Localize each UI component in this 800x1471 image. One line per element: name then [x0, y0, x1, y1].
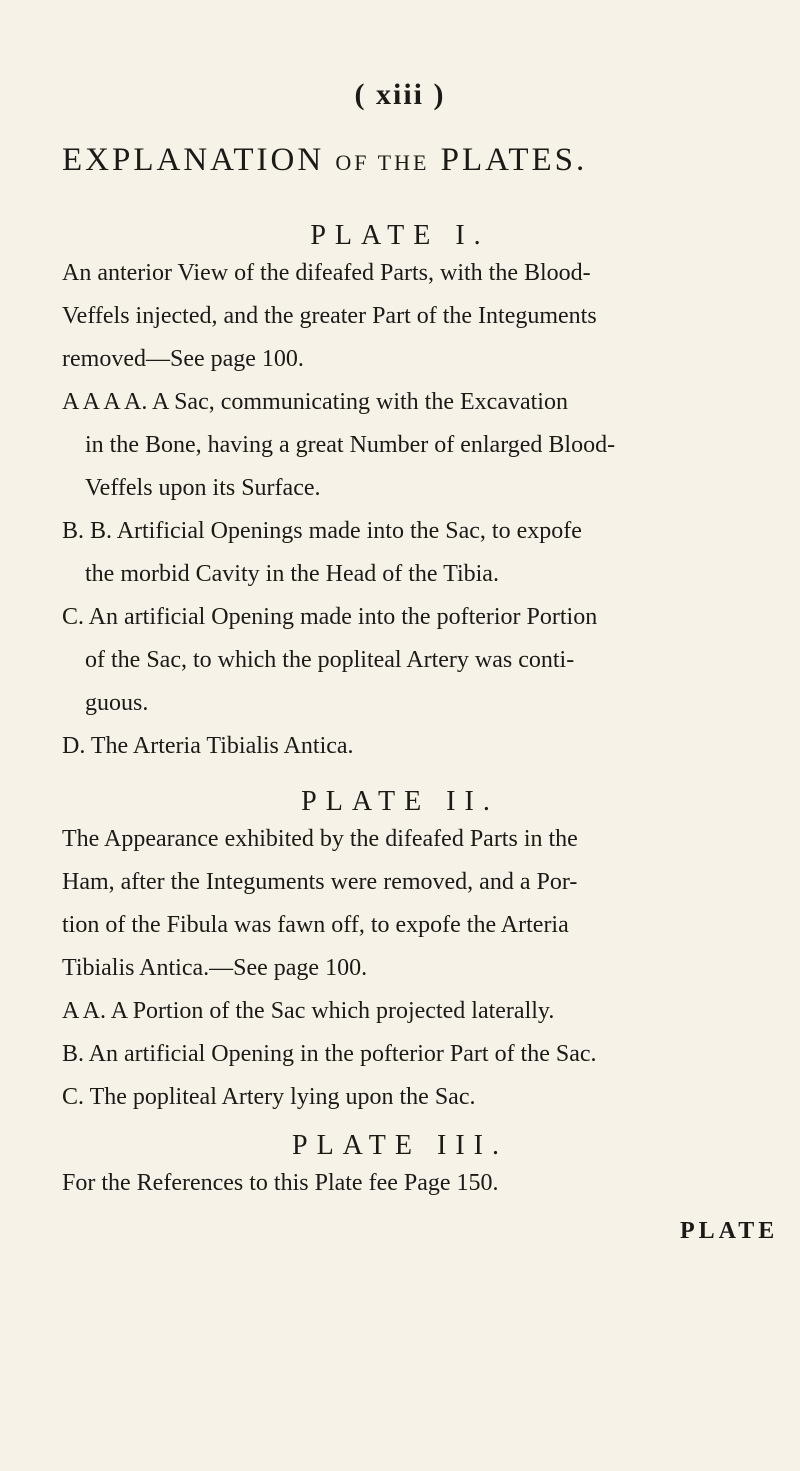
title-word-explanation: EXPLANATION	[62, 142, 325, 178]
plate-2-heading: PLATE II.	[301, 786, 499, 817]
page-title	[62, 142, 762, 179]
plate-1-line: C. An artificial Opening made into the pofterior Portion	[62, 604, 598, 630]
plate-1-line: B. B. Artificial Openings made into the Sac, to expofe	[62, 518, 582, 544]
plate-1-line: An anterior View of the difeafed Parts, with the Blood-	[62, 260, 591, 286]
plate-2-line: Ham, after the Integuments were removed, and a Por-	[62, 869, 578, 895]
plate-1-line: removed—See page 100.	[62, 346, 304, 372]
plate-2-line: B. An artificial Opening in the pofterior Part of the Sac.	[62, 1041, 597, 1067]
plate-2-line: Tibialis Antica.—See page 100.	[62, 955, 368, 981]
plate-2-line: A A. A Portion of the Sac which projected laterally.	[62, 998, 555, 1024]
plate-3-line: For the References to this Plate fee Page 150.	[62, 1170, 499, 1196]
plate-1-heading: PLATE I.	[310, 220, 490, 251]
plate-2-line: The Appearance exhibited by the difeafed Parts in the	[62, 826, 578, 852]
plate-1-line: of the Sac, to which the popliteal Artery was conti-	[85, 647, 575, 673]
plate-1-line: guous.	[85, 690, 149, 716]
plate-3-heading: PLATE III.	[292, 1130, 508, 1161]
plate-1-line: the morbid Cavity in the Head of the Tibia.	[85, 561, 499, 587]
catchword: PLATE	[680, 1218, 779, 1244]
plate-1-line: in the Bone, having a great Number of enlarged Blood-	[85, 432, 616, 458]
plate-1-line: Veffels upon its Surface.	[85, 475, 321, 501]
plate-1-line: Veffels injected, and the greater Part of the Integuments	[62, 303, 597, 329]
plate-1-line: A A A A. A Sac, communicating with the Excavation	[62, 389, 568, 415]
plate-2-line: C. The popliteal Artery lying upon the Sac.	[62, 1084, 476, 1110]
plate-2-line: tion of the Fibula was fawn off, to expofe the Arteria	[62, 912, 569, 938]
page-number: ( xiii )	[354, 78, 446, 111]
title-word-of-the: OF THE	[335, 150, 430, 175]
title-word-plates: PLATES.	[440, 142, 588, 178]
plate-1-line: D. The Arteria Tibialis Antica.	[62, 733, 354, 759]
